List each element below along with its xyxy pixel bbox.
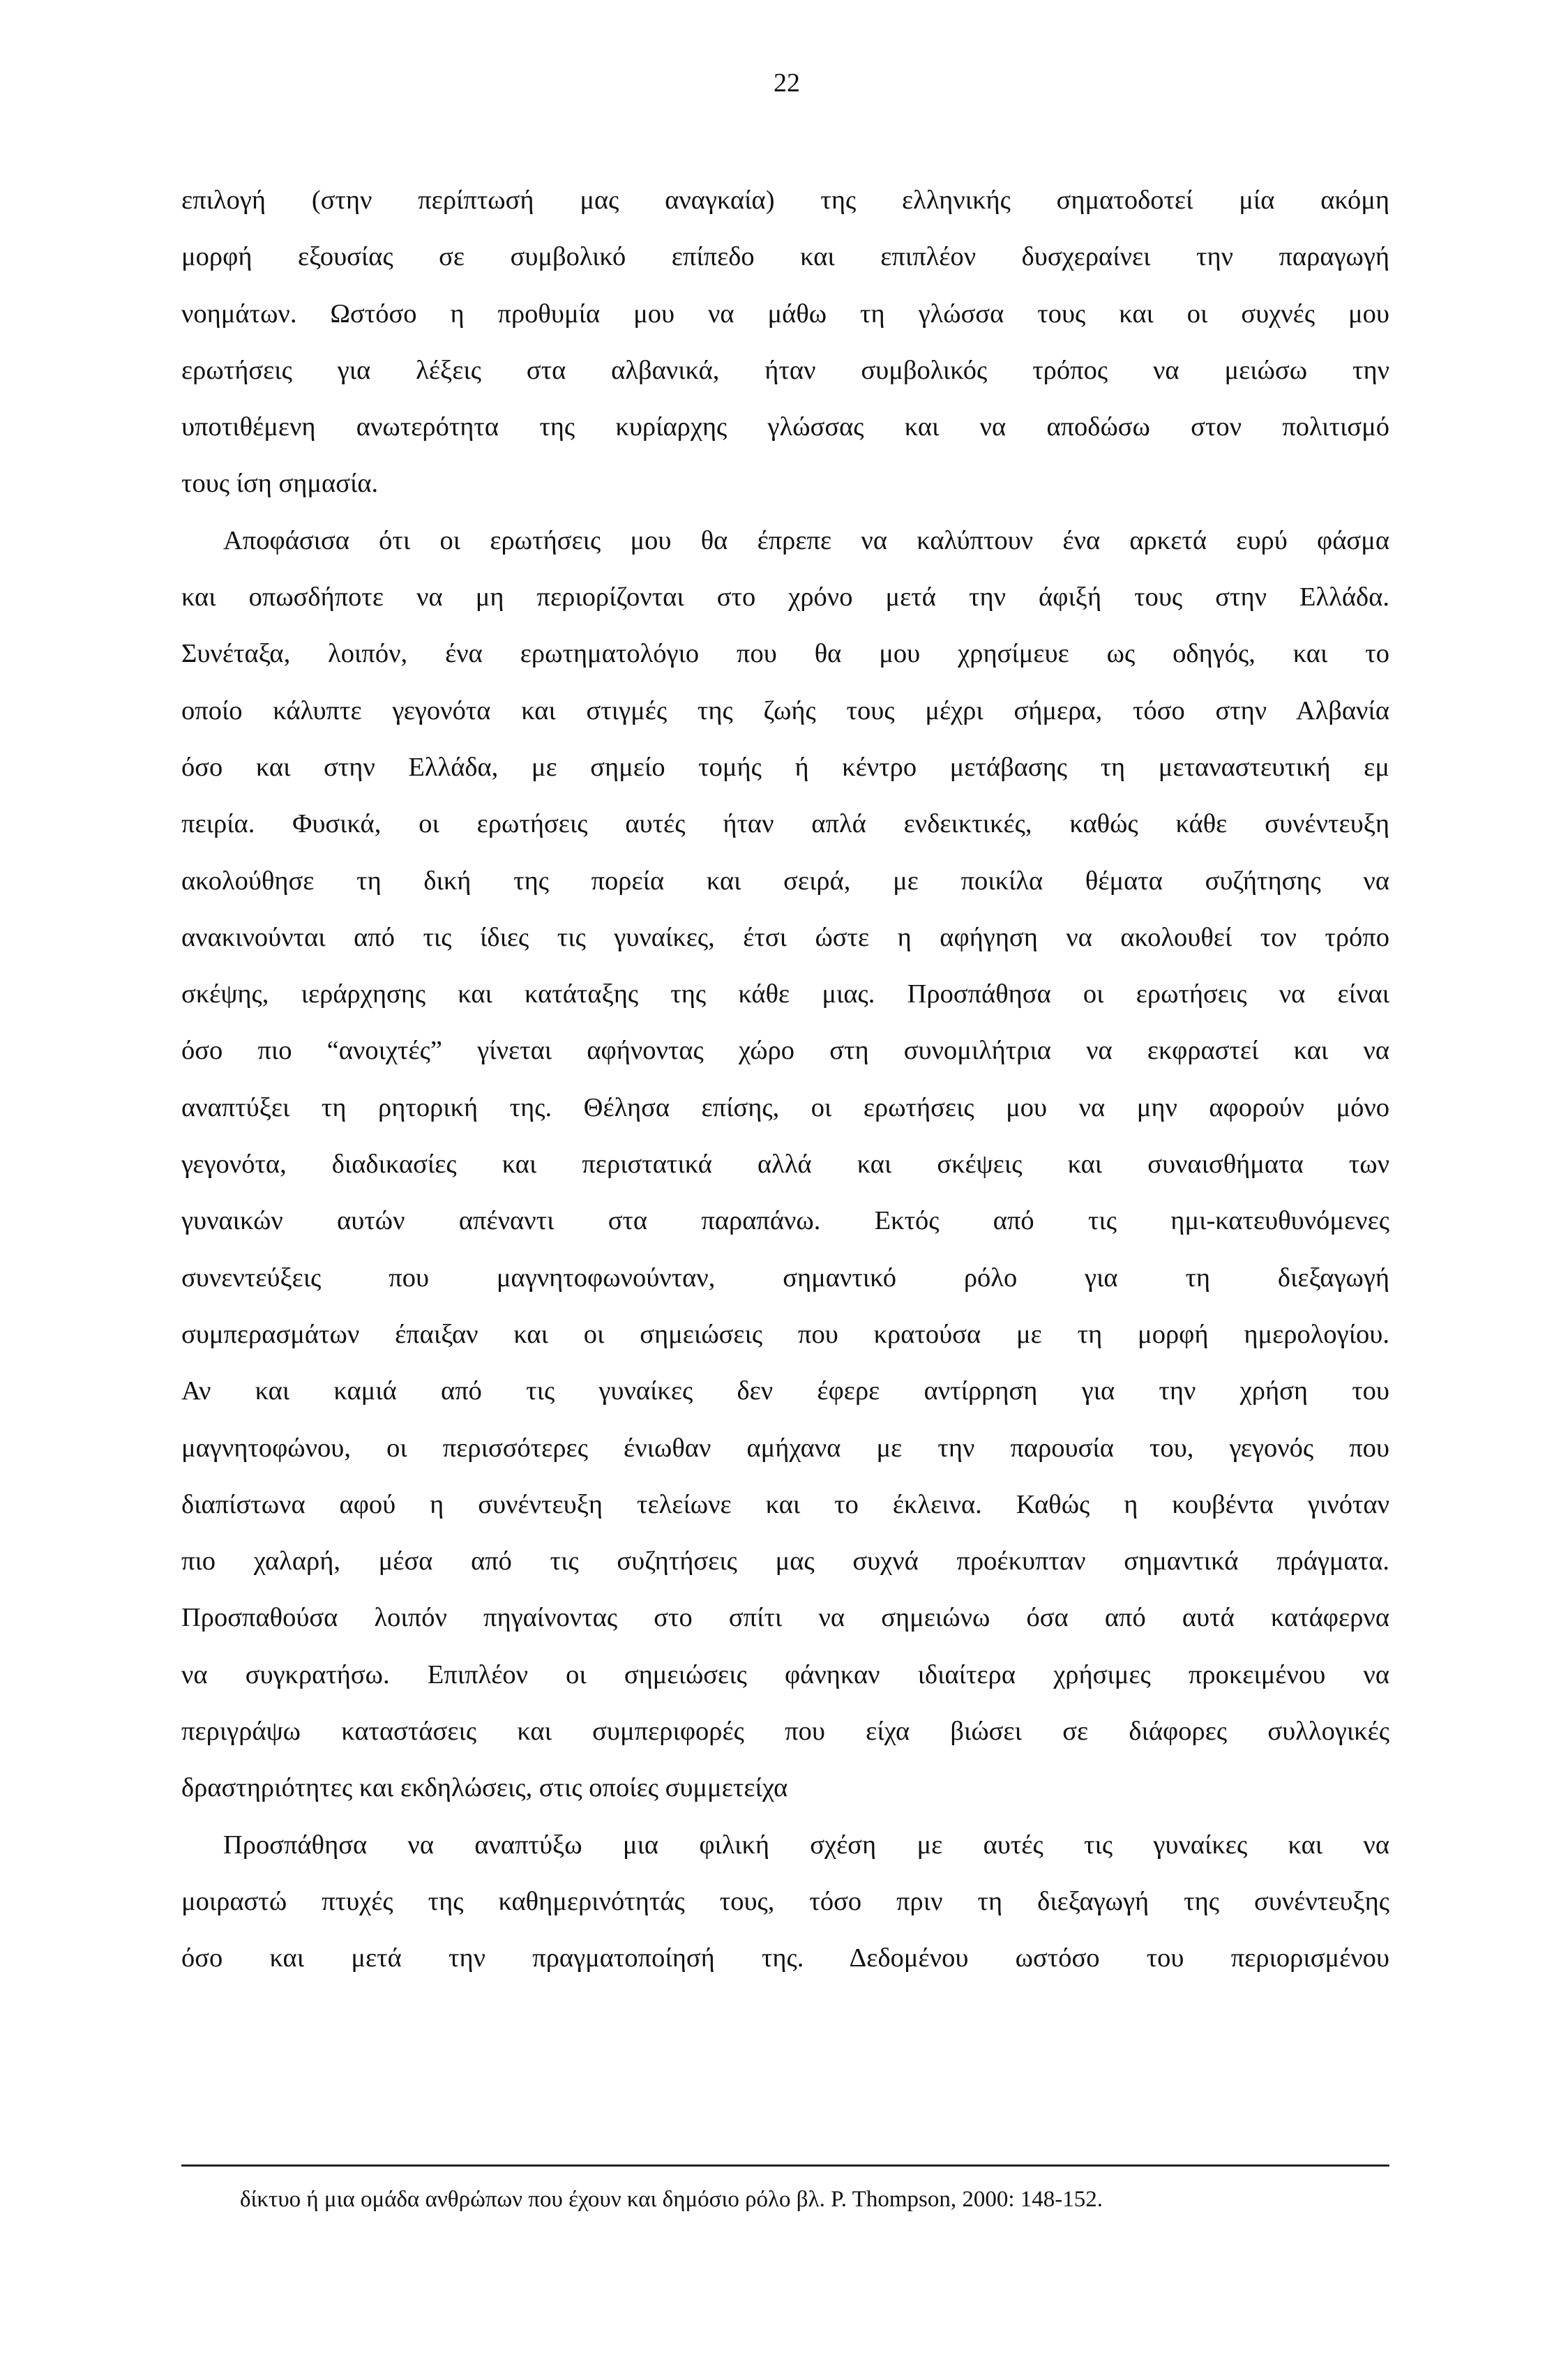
- text-line: οποίο κάλυπτε γεγονότα και στιγμές της ζωής τους μέχρι σήμερα, τόσο στην Αλβανία: [181, 695, 1389, 725]
- text-line: ακολούθησε τη δική της πορεία και σειρά, με ποικίλα θέματα συζήτησης να: [181, 866, 1389, 896]
- text-line: όσο πιο “ανοιχτές” γίνεται αφήνοντας χώρο στη συνομιλήτρια να εκφραστεί και να: [181, 1036, 1389, 1066]
- paragraph: [181, 1817, 1389, 1987]
- text-line: επιλογή (στην περίπτωσή μας αναγκαία) της ελληνικής σηματοδοτεί μία ακόμη: [181, 186, 1389, 215]
- text-line: τους ίση σημασία.: [181, 469, 379, 499]
- text-line: Προσπαθούσα λοιπόν πηγαίνοντας στο σπίτι να σημειώνω όσα από αυτά κατάφερνα: [181, 1603, 1389, 1633]
- paragraph: [181, 172, 1389, 513]
- text-line: ερωτήσεις για λέξεις στα αλβανικά, ήταν συμβολικός τρόπος να μειώσω την: [181, 355, 1389, 385]
- text-line: σκέψης, ιεράρχησης και κατάταξης της κάθε μιας. Προσπάθησα οι ερωτήσεις να είναι: [181, 979, 1389, 1009]
- text-line: νοημάτων. Ωστόσο η προθυμία μου να μάθω τη γλώσσα τους και οι συχνές μου: [181, 299, 1389, 329]
- text-line: συμπερασμάτων έπαιξαν και οι σημειώσεις που κρατούσα με τη μορφή ημερολογίου.: [181, 1319, 1389, 1349]
- page-number: 22: [774, 68, 800, 98]
- text-line: όσο και στην Ελλάδα, με σημείο τομής ή κέντρο μετάβασης τη μεταναστευτική εμ: [181, 752, 1389, 782]
- text-line: δραστηριότητες και εκδηλώσεις, στις οποίες συμμετείχα: [181, 1773, 788, 1803]
- text-line: πειρία. Φυσικά, οι ερωτήσεις αυτές ήταν απλά ενδεικτικές, καθώς κάθε συνέντευξη: [181, 809, 1389, 839]
- body-text: [181, 172, 1389, 1987]
- text-line: συνεντεύξεις που μαγνητοφωνούνταν, σημαντικό ρόλο για τη διεξαγωγή: [181, 1263, 1389, 1293]
- text-line: να συγκρατήσω. Επιπλέον οι σημειώσεις φάνηκαν ιδιαίτερα χρήσιμες προκειμένου να: [181, 1659, 1389, 1689]
- text-line: πιο χαλαρή, μέσα από τις συζητήσεις μας συχνά προέκυπταν σημαντικά πράγματα.: [181, 1546, 1389, 1576]
- text-line: διαπίστωνα αφού η συνέντευξη τελείωνε και το έκλεινα. Καθώς η κουβέντα γινόταν: [181, 1489, 1389, 1519]
- text-line: και οπωσδήποτε να μη περιορίζονται στο χρόνο μετά την άφιξή τους στην Ελλάδα.: [181, 582, 1389, 612]
- text-line: Συνέταξα, λοιπόν, ένα ερωτηματολόγιο που θα μου χρησίμευε ως οδηγός, και το: [181, 639, 1389, 669]
- text-line: γεγονότα, διαδικασίες και περιστατικά αλλά και σκέψεις και συναισθήματα των: [181, 1150, 1389, 1180]
- text-line: γυναικών αυτών απέναντι στα παραπάνω. Εκτός από τις ημι-κατευθυνόμενες: [181, 1206, 1389, 1236]
- text-line: περιγράψω καταστάσεις και συμπεριφορές που είχα βιώσει σε διάφορες συλλογικές: [181, 1717, 1389, 1747]
- text-line: Προσπάθησα να αναπτύξω μια φιλική σχέση με αυτές τις γυναίκες και να: [223, 1830, 1389, 1860]
- text-line: Αν και καμιά από τις γυναίκες δεν έφερε αντίρρηση για την χρήση του: [181, 1376, 1389, 1406]
- text-line: Αποφάσισα ότι οι ερωτήσεις μου θα έπρεπε να καλύπτουν ένα αρκετά ευρύ φάσμα: [223, 525, 1389, 555]
- text-line: αναπτύξει τη ρητορική της. Θέλησα επίσης, οι ερωτήσεις μου να μην αφορούν μόνο: [181, 1092, 1389, 1122]
- text-line: υποτιθέμενη ανωτερότητα της κυρίαρχης γλώσσας και να αποδώσω στον πολιτισμό: [181, 412, 1389, 442]
- text-line: μαγνητοφώνου, οι περισσότερες ένιωθαν αμήχανα με την παρουσία του, γεγονός που: [181, 1433, 1389, 1463]
- text-line: όσο και μετά την πραγματοποίησή της. Δεδομένου ωστόσο του περιορισμένου: [181, 1943, 1389, 1973]
- text-line: μορφή εξουσίας σε συμβολικό επίπεδο και επιπλέον δυσχεραίνει την παραγωγή: [181, 242, 1389, 272]
- text-line: μοιραστώ πτυχές της καθημερινότητάς τους, τόσο πριν τη διεξαγωγή της συνέντευξης: [181, 1886, 1389, 1916]
- text-line: ανακινούνται από τις ίδιες τις γυναίκες, έτσι ώστε η αφήγηση να ακολουθεί τον τρόπο: [181, 922, 1389, 952]
- footnote-divider: [181, 2164, 1389, 2167]
- footnote: δίκτυο ή μια ομάδα ανθρώπων που έχουν και δημόσιο ρόλο βλ. P. Thompson, 2000: 148-152.: [240, 2187, 1103, 2212]
- paragraph: [181, 513, 1389, 1817]
